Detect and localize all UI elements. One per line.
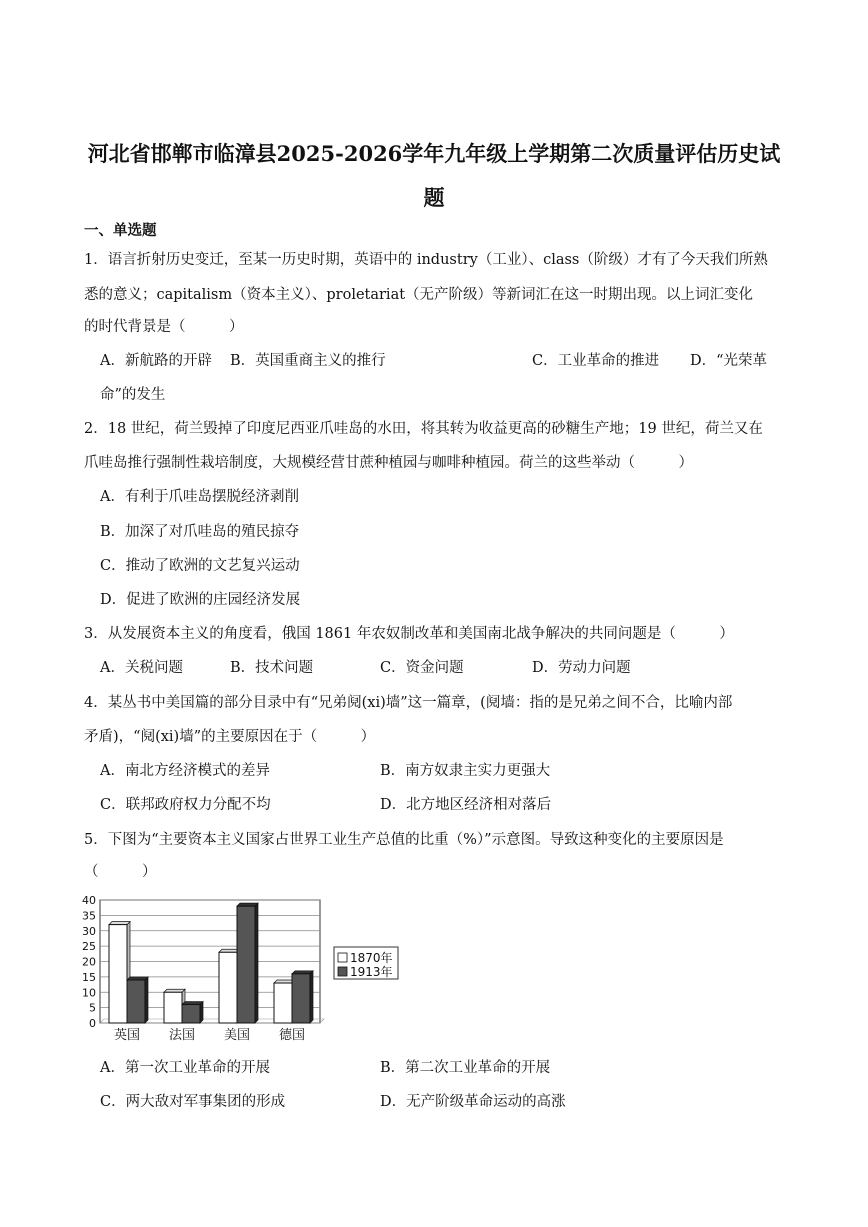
document-title-line1: 河北省邯郸市临漳县2025-2026学年九年级上学期第二次质量评估历史试: [87, 141, 781, 166]
q4-stem-line1: 4．某丛书中美国篇的部分目录中有“兄弟阋(xi)墙”这一篇章，(阋墙：指的是兄弟之间不合，比喻内部: [84, 695, 733, 711]
q3-option-a[interactable]: A．关税问题: [100, 660, 183, 676]
bar-德国-1870年: [274, 983, 292, 1023]
q2-stem-line1: 2．18 世纪，荷兰毁掉了印度尼西亚爪哇岛的水田，将其转为收益更高的砂糖生产地；19 世纪，荷兰又在: [84, 421, 763, 437]
q3-option-b[interactable]: B．技术问题: [230, 660, 314, 676]
y-tick-label: 30: [82, 924, 96, 938]
x-tick-label: 德国: [278, 1028, 306, 1043]
q2-option-c[interactable]: C．推动了欧洲的文艺复兴运动: [100, 558, 300, 574]
bar-英国-1913年: [127, 980, 145, 1023]
bar-德国-1913年: [292, 974, 310, 1023]
q1-stem-line3: 的时代背景是（ ）: [84, 319, 244, 335]
q2-option-a[interactable]: A．有利于爪哇岛摆脱经济剥削: [100, 489, 299, 505]
y-tick-label: 35: [82, 909, 96, 923]
q4-option-d[interactable]: D．北方地区经济相对落后: [380, 797, 552, 813]
bar-法国-1870年: [164, 992, 182, 1023]
q1-option-d-continued: 命”的发生: [100, 387, 166, 403]
legend-label: 1913年: [350, 965, 393, 979]
y-tick-label: 0: [89, 1017, 96, 1030]
x-tick-label: 法国: [168, 1028, 196, 1043]
chart-legend: [334, 947, 398, 979]
y-tick-label: 40: [82, 894, 96, 907]
bar-美国-1870年: [219, 952, 237, 1023]
y-tick-label: 5: [89, 1001, 96, 1015]
q2-stem-line2: 爪哇岛推行强制性栽培制度，大规模经营甘蔗种植园与咖啡种植园。荷兰的这些举动（ ）: [84, 455, 693, 471]
q3-stem-line1: 3．从发展资本主义的角度看，俄国 1861 年农奴制改革和美国南北战争解决的共同问题是（ ）: [84, 626, 734, 642]
q1-stem-line1: 1．语言折射历史变迁，至某一历史时期，英语中的 industry（工业）、class（阶级）才有了今天我们所熟: [84, 252, 768, 268]
q1-option-a[interactable]: A．新航路的开辟: [100, 353, 212, 369]
q5-option-c[interactable]: C．两大敌对军事集团的形成: [100, 1094, 286, 1110]
q4-option-a[interactable]: A．南北方经济模式的差异: [100, 763, 270, 779]
y-tick-label: 20: [82, 955, 96, 969]
q1-option-c[interactable]: C．工业革命的推进: [532, 353, 660, 369]
section-heading: 一、单选题: [84, 222, 157, 239]
q4-stem-line2: 矛盾)，“阋(xi)墙”的主要原因在于（ ）: [84, 729, 376, 745]
q1-option-d[interactable]: D．“光荣革: [690, 353, 768, 369]
document-title-line2: 题: [423, 185, 445, 210]
bar-美国-1913年: [237, 906, 255, 1023]
legend-swatch: [338, 953, 347, 962]
bar-法国-1913年: [182, 1005, 200, 1023]
bar-英国-1870年: [109, 925, 127, 1023]
q1-stem-line2: 悉的意义；capitalism（资本主义）、proletariat（无产阶级）等新词汇在这一时期出现。以上词汇变化: [84, 287, 754, 303]
q4-option-c[interactable]: C．联邦政府权力分配不均: [100, 797, 271, 813]
q5-option-b[interactable]: B．第二次工业革命的开展: [380, 1060, 551, 1076]
q3-option-c[interactable]: C．资金问题: [380, 660, 464, 676]
q2-option-d[interactable]: D．促进了欧洲的庄园经济发展: [100, 592, 301, 608]
y-tick-label: 15: [82, 970, 96, 984]
q5-option-d[interactable]: D．无产阶级革命运动的高涨: [380, 1094, 566, 1110]
legend-swatch: [338, 967, 347, 976]
q1-option-b[interactable]: B．英国重商主义的推行: [230, 353, 386, 369]
x-tick-label: 英国: [113, 1028, 141, 1043]
y-tick-label: 25: [82, 940, 96, 954]
q3-option-d[interactable]: D．劳动力问题: [532, 660, 631, 676]
y-tick-label: 10: [82, 986, 96, 1000]
q5-option-a[interactable]: A．第一次工业革命的开展: [100, 1060, 270, 1076]
q5-stem-line1: 5．下图为“主要资本主义国家占世界工业生产总值的比重（%）”示意图。导致这种变化的主要原因是: [84, 832, 724, 848]
q5-stem-line2: （ ）: [84, 864, 157, 880]
q2-option-b[interactable]: B．加深了对爪哇岛的殖民掠夺: [100, 524, 300, 540]
q4-option-b[interactable]: B．南方奴隶主实力更强大: [380, 763, 551, 779]
legend-label: 1870年: [350, 951, 393, 965]
x-tick-label: 美国: [223, 1028, 251, 1043]
industrial-share-bar-chart: [74, 892, 414, 1044]
